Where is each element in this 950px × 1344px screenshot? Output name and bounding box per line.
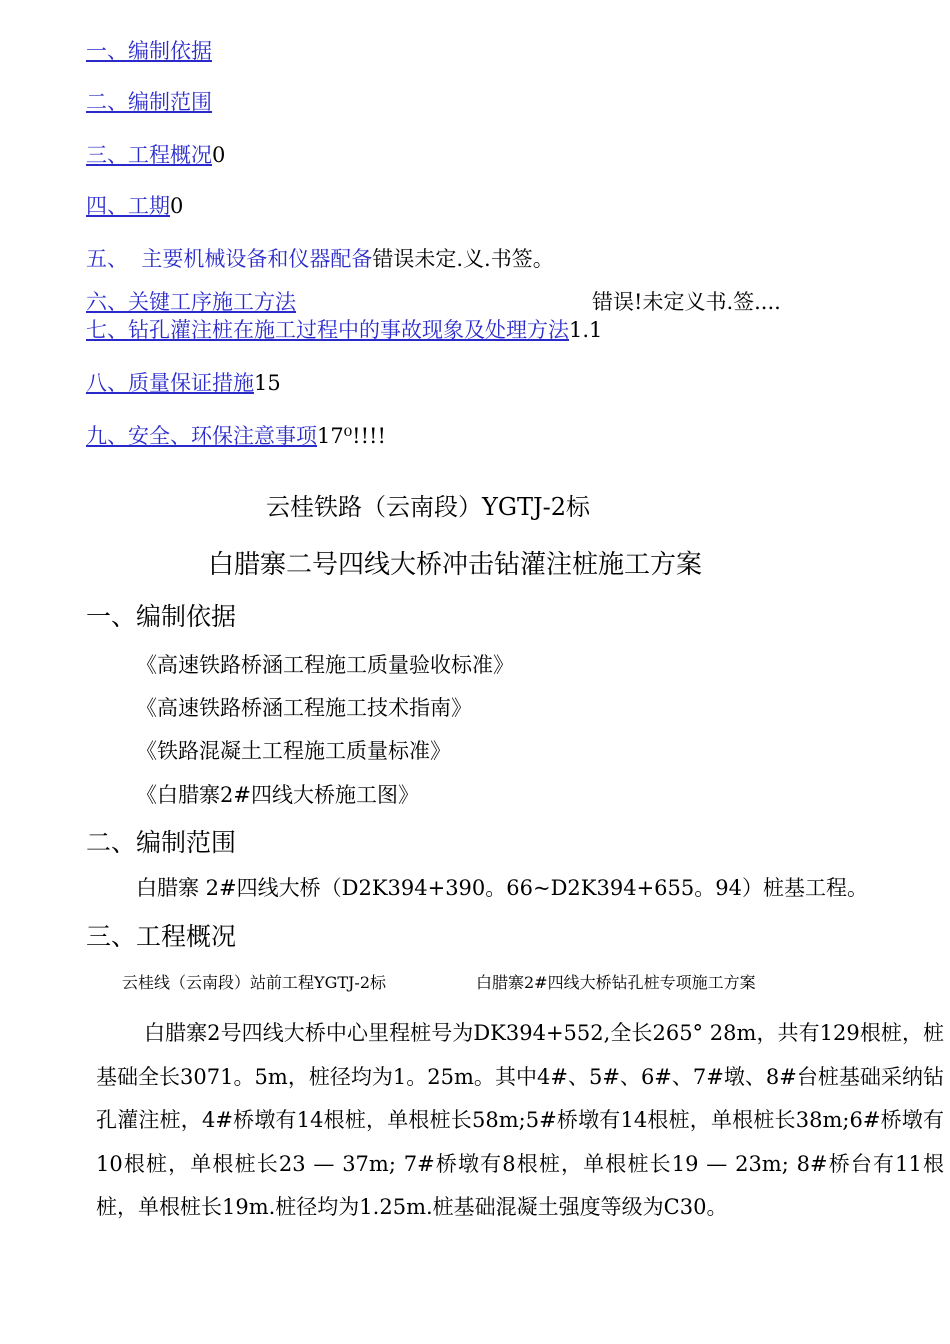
toc-item-1[interactable] xyxy=(86,38,212,64)
overview-paragraph: 白腊寨2号四线大桥中心里程桩号为DK394+552,全长265° 28m，共有129根桩，桩基础全长3071。5m，桩径均为1。25m。其中4#、5#、6#、7#墩、8#台桩基础采纳钻孔灌注桩，4#桥墩有14根桩，单根桩长58m;5#桥墩有14根桩，单根桩长38m;6#桥墩有10根桩，单根桩长23 — 37m; 7#桥墩有8根桩，单根桩长19 — 23m; 8#桥台有11根桩，单根桩长19m.桩径均为1.25m.桩基础混凝土强度等级为C30。 xyxy=(96,1021,944,1219)
toc-item-9[interactable] xyxy=(86,423,386,449)
toc-link[interactable]: 四、工期 xyxy=(86,194,170,218)
toc-link[interactable]: 二、编制范围 xyxy=(86,90,212,114)
toc-item-6[interactable] xyxy=(86,289,781,315)
toc-error-text: 错误未定.义.书签。 xyxy=(372,247,554,271)
section-heading-scope: 二、编制范围 xyxy=(86,828,237,857)
toc-item-4[interactable] xyxy=(86,193,183,219)
toc-page-number: 1.1 xyxy=(569,318,603,342)
reference-item: 《铁路混凝土工程施工质量标准》 xyxy=(136,739,451,763)
toc-item-3[interactable] xyxy=(86,142,225,168)
toc-link[interactable]: 七、钻孔灌注桩在施工过程中的事故现象及处理方法 xyxy=(86,318,569,342)
toc-item-7[interactable] xyxy=(86,317,602,343)
toc-link[interactable]: 一、编制依据 xyxy=(86,39,212,63)
toc-link[interactable]: 八、质量保证措施 xyxy=(86,371,254,395)
section-heading-basis: 一、编制依据 xyxy=(86,602,237,631)
toc-link[interactable]: 三、工程概况 xyxy=(86,143,212,167)
toc-page-number: 0 xyxy=(170,194,184,218)
toc-page-number: 17⁰!!!! xyxy=(317,424,386,448)
toc-link[interactable]: 九、安全、环保注意事项 xyxy=(86,424,317,448)
reference-item: 《白腊寨2#四线大桥施工图》 xyxy=(136,783,419,807)
toc-text: 五、 主要机械设备和仪器配备 xyxy=(86,247,373,271)
toc-item-5 xyxy=(86,246,554,272)
reference-item: 《高速铁路桥涵工程施工技术指南》 xyxy=(136,696,472,720)
document-title-line1: 云桂铁路（云南段）YGTJ-2标 xyxy=(265,493,591,521)
overview-body xyxy=(96,1012,944,1230)
running-header-left: 云桂线（云南段）站前工程YGTJ-2标 xyxy=(122,973,387,992)
toc-item-2[interactable] xyxy=(86,89,212,115)
toc-page-number: 0 xyxy=(212,143,226,167)
running-header-right: 白腊寨2#四线大桥钻孔桩专项施工方案 xyxy=(476,973,756,992)
toc-item-8[interactable] xyxy=(86,370,281,396)
toc-link[interactable]: 六、关键工序施工方法 xyxy=(86,290,296,314)
toc-error-text: 错误!未定义书.签.... xyxy=(592,290,781,314)
reference-item: 《高速铁路桥涵工程施工质量验收标准》 xyxy=(136,653,514,677)
section-heading-overview: 三、工程概况 xyxy=(86,922,237,951)
document-title-line2: 白腊寨二号四线大桥冲击钻灌注桩施工方案 xyxy=(207,550,702,580)
scope-text: 白腊寨 2#四线大桥（D2K394+390。66~D2K394+655。94）桩基工程。 xyxy=(136,876,868,900)
toc-page-number: 15 xyxy=(254,371,281,395)
